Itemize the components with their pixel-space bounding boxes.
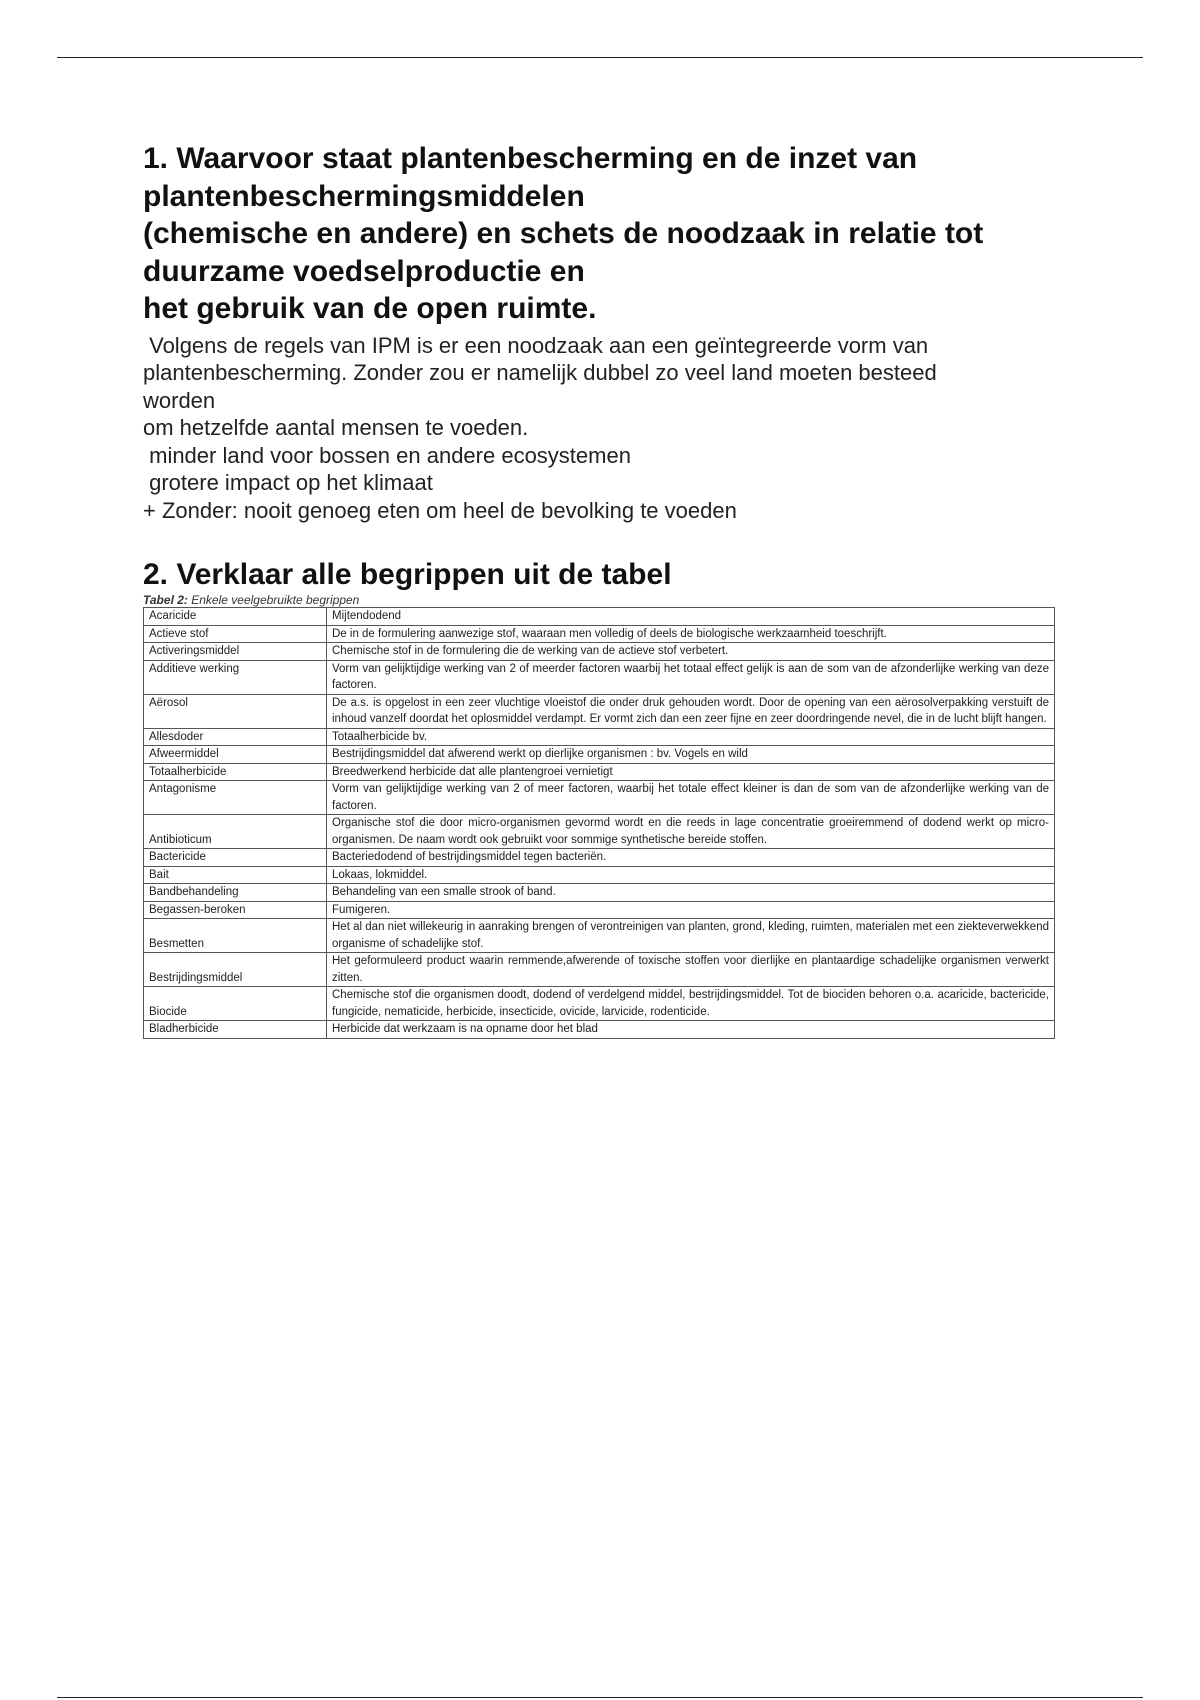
table-row bbox=[144, 763, 1055, 781]
answer-line: minder land voor bossen en andere ecosystemen bbox=[143, 442, 631, 468]
table-cell-definition: Bestrijdingsmiddel dat afwerend werkt op dierlijke organismen : bv. Vogels en wild bbox=[327, 746, 1055, 764]
table-caption-label: Tabel 2: bbox=[143, 593, 188, 607]
answer-line: grotere impact op het klimaat bbox=[143, 470, 433, 495]
question-2-title: 2. Verklaar alle begrippen uit de tabel bbox=[143, 558, 672, 591]
answer-line: worden bbox=[143, 387, 216, 413]
table-cell-definition: De in de formulering aanwezige stof, waaraan men volledig of deels de biologische werkzaamheid toeschrijft. bbox=[327, 625, 1055, 643]
table-row bbox=[144, 781, 1055, 815]
table-cell-definition: Herbicide dat werkzaam is na opname door het blad bbox=[327, 1021, 1055, 1039]
table-cell-definition: Mijtendodend bbox=[327, 608, 1055, 626]
table-row bbox=[144, 815, 1055, 849]
definitions-table bbox=[143, 607, 1055, 1039]
question-1-title bbox=[143, 140, 1063, 328]
question-1-title-line: duurzame voedselproductie en bbox=[143, 254, 585, 288]
table-cell-term: Afweermiddel bbox=[144, 746, 327, 764]
table-caption bbox=[143, 593, 1063, 607]
table-row bbox=[144, 953, 1055, 987]
table-cell-term: Bactericide bbox=[144, 849, 327, 867]
table-cell-definition: Fumigeren. bbox=[327, 901, 1055, 919]
table-cell-definition: Het geformuleerd product waarin remmende,afwerende of toxische stoffen voor dierlijke en plantaardige schadelijke organismen verwerkt zitten. bbox=[327, 953, 1055, 987]
table-row bbox=[144, 608, 1055, 626]
table-cell-definition: Totaalherbicide bv. bbox=[327, 728, 1055, 746]
table-cell-definition: Organische stof die door micro-organismen gevormd wordt en die reeds in lage concentratie groeiremmend of dodend werkt op micro-organismen. De naam wordt ook gebruikt voor sommige synthetische bereide stoffen. bbox=[327, 815, 1055, 849]
table-cell-term: Biocide bbox=[144, 987, 327, 1021]
question-1-title-line: het gebruik van de open ruimte. bbox=[143, 292, 597, 325]
table-row bbox=[144, 866, 1055, 884]
table-row bbox=[144, 849, 1055, 867]
footer-rule bbox=[57, 1697, 1143, 1698]
table-row bbox=[144, 728, 1055, 746]
table-cell-term: Antagonisme bbox=[144, 781, 327, 815]
table-cell-term: Allesdoder bbox=[144, 728, 327, 746]
table-cell-definition: De a.s. is opgelost in een zeer vluchtige vloeistof die onder druk gehouden wordt. Door de opening van een aërosolverpakking verstuift de inhoud vanzelf doordat het oplosmiddel verdampt. Er vormt zich dan een zeer fijne en zeer doordringende nevel, die in de lucht blijft hangen. bbox=[327, 694, 1055, 728]
table-row bbox=[144, 1021, 1055, 1039]
table-cell-definition: Het al dan niet willekeurig in aanraking brengen of verontreinigen van planten, grond, kleding, ruimten, materialen met een ziekteverwekkend organisme of schadelijke stof. bbox=[327, 919, 1055, 953]
table-cell-definition: Bacteriedodend of bestrijdingsmiddel tegen bacteriën. bbox=[327, 849, 1055, 867]
table-cell-term: Begassen-beroken bbox=[144, 901, 327, 919]
table-cell-term: Bait bbox=[144, 866, 327, 884]
table-cell-term: Additieve werking bbox=[144, 660, 327, 694]
table-row bbox=[144, 987, 1055, 1021]
answer-line: + Zonder: nooit genoeg eten om heel de bevolking te voeden bbox=[143, 497, 737, 523]
answer-line: om hetzelfde aantal mensen te voeden. bbox=[143, 415, 529, 440]
table-cell-definition: Vorm van gelijktijdige werking van 2 of meerder factoren waarbij het totaal effect gelijk is aan de som van de afzonderlijke werking van deze factoren. bbox=[327, 660, 1055, 694]
answer-line: plantenbescherming. Zonder zou er namelijk dubbel zo veel land moeten besteed bbox=[143, 360, 937, 385]
table-row bbox=[144, 625, 1055, 643]
question-1-answer bbox=[143, 332, 1063, 525]
table-cell-term: Bestrijdingsmiddel bbox=[144, 953, 327, 987]
table-cell-term: Actieve stof bbox=[144, 625, 327, 643]
table-cell-definition: Lokaas, lokmiddel. bbox=[327, 866, 1055, 884]
table-row bbox=[144, 643, 1055, 661]
table-cell-term: Totaalherbicide bbox=[144, 763, 327, 781]
table-cell-term: Antibioticum bbox=[144, 815, 327, 849]
table-cell-term: Acaricide bbox=[144, 608, 327, 626]
table-cell-definition: Chemische stof in de formulering die de werking van de actieve stof verbetert. bbox=[327, 643, 1055, 661]
table-cell-definition: Vorm van gelijktijdige werking van 2 of meer factoren, waarbij het totale effect kleiner is dan de som van de afzonderlijke werking van de factoren. bbox=[327, 781, 1055, 815]
table-caption-text: Enkele veelgebruikte begrippen bbox=[187, 593, 360, 607]
table-cell-term: Bladherbicide bbox=[144, 1021, 327, 1039]
table-cell-definition: Behandeling van een smalle strook of band. bbox=[327, 884, 1055, 902]
question-1-title-line: 1. Waarvoor staat plantenbescherming en de inzet van bbox=[143, 142, 918, 175]
table-row bbox=[144, 919, 1055, 953]
table-cell-definition: Breedwerkend herbicide dat alle plantengroei vernietigt bbox=[327, 763, 1055, 781]
table-cell-definition: Chemische stof die organismen doodt, dodend of verdelgend middel, bestrijdingsmiddel. Tot de biociden behoren o.a. acaricide, bactericide, fungicide, nematicide, herbicide, insecticide, ovicide, larvicide, rodenticide. bbox=[327, 987, 1055, 1021]
table-row bbox=[144, 746, 1055, 764]
document-content bbox=[143, 140, 1063, 1039]
table-row bbox=[144, 884, 1055, 902]
question-1-title-line: (chemische en andere) en schets de noodzaak in relatie tot bbox=[143, 217, 984, 250]
table-row bbox=[144, 660, 1055, 694]
table-cell-term: Aërosol bbox=[144, 694, 327, 728]
definitions-table-body bbox=[144, 608, 1055, 1039]
table-cell-term: Bandbehandeling bbox=[144, 884, 327, 902]
question-1-title-line: plantenbeschermingsmiddelen bbox=[143, 179, 585, 213]
table-cell-term: Besmetten bbox=[144, 919, 327, 953]
table-row bbox=[144, 694, 1055, 728]
header-rule bbox=[57, 57, 1143, 58]
table-row bbox=[144, 901, 1055, 919]
answer-line: Volgens de regels van IPM is er een noodzaak aan een geïntegreerde vorm van bbox=[143, 332, 929, 358]
table-cell-term: Activeringsmiddel bbox=[144, 643, 327, 661]
